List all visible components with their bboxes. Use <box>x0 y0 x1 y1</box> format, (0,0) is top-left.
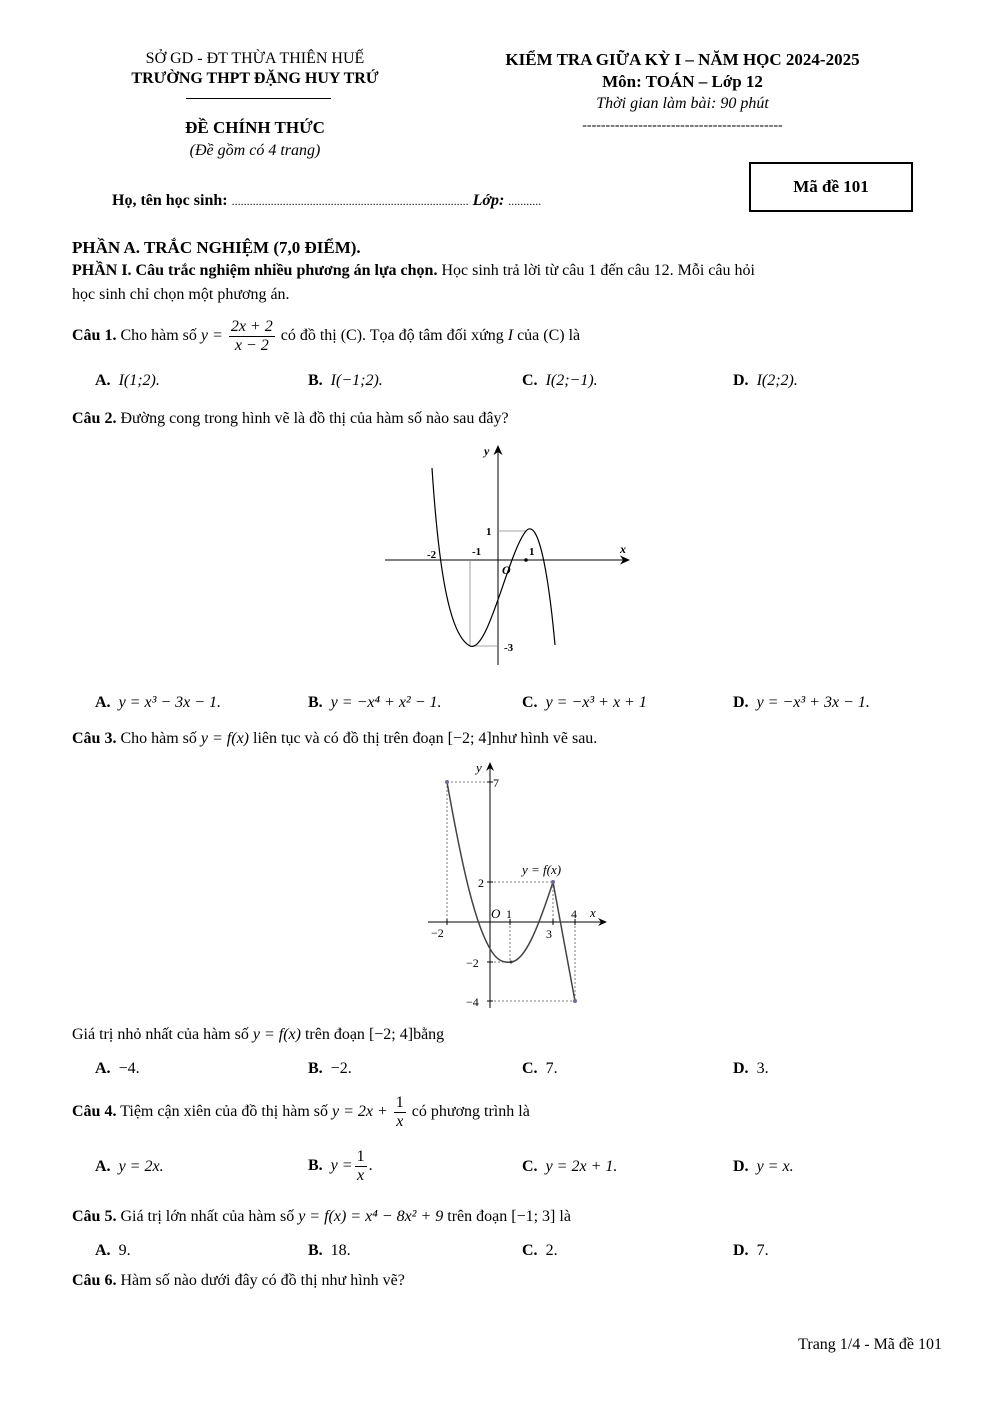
question-4 <box>72 1092 530 1132</box>
q4-option-d[interactable]: D. y = x. <box>733 1158 794 1175</box>
student-class-dots: ........... <box>508 194 542 208</box>
question-1-numerator: 2x + 2 <box>230 317 273 335</box>
q3-option-b[interactable]: B. −2. <box>308 1060 352 1077</box>
q2-tick-m1: -1 <box>472 546 482 558</box>
q5-option-b[interactable]: B. 18. <box>308 1242 351 1259</box>
q3-tick-m4: −4 <box>466 995 479 1009</box>
official-label: ĐỀ CHÍNH THỨC <box>185 118 325 137</box>
question-1-post: có đồ thị (C). Tọa độ tâm đối xứng <box>280 327 504 344</box>
question-3-pre: Cho hàm số <box>120 730 197 747</box>
question-3-prompt-interval: [−2; 4] <box>368 1026 414 1043</box>
q3-tick-7: 7 <box>493 776 499 790</box>
question-3-prompt-func: y = f(x) <box>252 1026 301 1043</box>
school-name: TRƯỜNG THPT ĐẶNG HUY TRỨ <box>131 70 379 87</box>
question-5 <box>72 1208 571 1226</box>
question-3 <box>72 730 597 748</box>
q3-y-label: y <box>476 760 482 775</box>
q3-tick-3: 3 <box>546 927 552 941</box>
student-name-row <box>112 192 541 210</box>
question-1-fraction <box>229 318 275 355</box>
q5-option-d[interactable]: D. 7. <box>733 1242 769 1259</box>
q2-tick-1y: 1 <box>486 526 492 538</box>
header-underline <box>186 98 331 99</box>
q3-tick-m2y: −2 <box>466 956 479 970</box>
q2-y-label: y <box>484 444 490 458</box>
question-1-label: Câu 1. <box>72 327 117 344</box>
q2-tick-m2: -2 <box>427 549 437 561</box>
question-5-func: y = f(x) = x⁴ − 8x² + 9 <box>298 1208 444 1225</box>
question-3-post: như hình vẽ sau. <box>491 730 598 747</box>
question-5-interval: [−1; 3] <box>511 1208 556 1225</box>
q4-option-b-fraction: $\frac{1}{x}$ <box>356 1147 365 1184</box>
student-class-label: Lớp: <box>472 192 505 209</box>
q5-option-a[interactable]: A. 9. <box>95 1242 131 1259</box>
question-1-y: y = <box>200 327 223 344</box>
q3-option-d[interactable]: D. 3. <box>733 1060 769 1077</box>
part-a-title: PHẦN A. TRẮC NGHIỆM (7,0 ĐIỂM). <box>72 238 361 257</box>
question-5-pre: Giá trị lớn nhất của hàm số <box>120 1208 295 1225</box>
question-3-prompt <box>72 1026 444 1044</box>
exam-title: KIỂM TRA GIỮA KỲ I – NĂM HỌC 2024-2025 <box>505 50 860 69</box>
question-3-prompt-pre: Giá trị nhỏ nhất của hàm số <box>72 1026 249 1043</box>
question-3-prompt-mid: trên đoạn <box>304 1026 365 1043</box>
student-name-label: Họ, tên học sinh: <box>112 192 228 209</box>
q2-option-a[interactable]: A. y = x³ − 3x − 1. <box>95 694 222 711</box>
q2-curve <box>432 468 555 646</box>
q3-graph <box>420 756 620 1016</box>
school-department: SỞ GD - ĐT THỪA THIÊN HUẾ <box>145 50 365 67</box>
question-6-text: Hàm số nào dưới đây có đồ thị như hình vẽ? <box>120 1272 405 1289</box>
q2-tick-point <box>524 558 528 562</box>
question-1-post2: của (C) là <box>517 327 581 344</box>
q2-option-c[interactable]: C. y = −x³ + x + 1 <box>522 694 647 711</box>
question-4-y: y = 2x + <box>332 1103 388 1120</box>
q1-option-d[interactable]: D. I(2;2). <box>733 372 798 389</box>
question-2 <box>72 410 509 428</box>
question-4-numerator: 1 <box>395 1093 404 1111</box>
q3-point-start <box>445 780 449 784</box>
question-4-label: Câu 4. <box>72 1103 117 1120</box>
header-dashes: ------------------------------------------- <box>582 118 783 133</box>
part1-intro <box>72 262 952 280</box>
question-3-func: y = f(x) <box>200 730 250 747</box>
q2-origin-label: O <box>502 563 511 577</box>
q5-option-c[interactable]: C. 2. <box>522 1242 558 1259</box>
q3-option-c[interactable]: C. 7. <box>522 1060 558 1077</box>
question-5-mid: trên đoạn <box>447 1208 508 1225</box>
q2-tick-1x: 1 <box>529 546 535 558</box>
question-1 <box>72 316 580 356</box>
question-2-text: Đường cong trong hình vẽ là đồ thị của hàm số nào sau đây? <box>120 410 509 427</box>
q3-option-a[interactable]: A. −4. <box>95 1060 140 1077</box>
q1-option-b[interactable]: B. I(−1;2). <box>308 372 383 389</box>
question-2-label: Câu 2. <box>72 410 117 427</box>
question-3-label: Câu 3. <box>72 730 117 747</box>
question-6 <box>72 1272 405 1290</box>
q3-point-peak <box>551 880 555 884</box>
pages-note: (Đề gồm có 4 trang) <box>189 142 321 159</box>
question-3-prompt-post: bằng <box>413 1026 445 1043</box>
student-name-dots: ............................................................................... <box>231 194 469 208</box>
question-5-label: Câu 5. <box>72 1208 117 1225</box>
question-5-post: là <box>559 1208 571 1225</box>
q1-option-c[interactable]: C. I(2;−1). <box>522 372 598 389</box>
q4-option-b[interactable]: B. y = $\frac{1}{x}$ . <box>308 1147 373 1184</box>
q4-option-c[interactable]: C. y = 2x + 1. <box>522 1158 618 1175</box>
question-1-I: I <box>507 327 514 344</box>
q2-x-label: x <box>620 542 626 556</box>
page-footer: Trang 1/4 - Mã đề 101 <box>798 1336 942 1353</box>
question-4-fraction <box>394 1094 406 1131</box>
q2-option-b[interactable]: B. y = −x⁴ + x² − 1. <box>308 694 442 711</box>
q3-point-min <box>510 961 513 964</box>
part1-text: Học sinh trả lời từ câu 1 đến câu 12. Mỗi câu hỏi <box>437 262 755 279</box>
exam-time: Thời gian làm bài: 90 phút <box>596 95 769 112</box>
q2-graph <box>380 440 640 670</box>
q3-tick-m2x: −2 <box>431 926 444 940</box>
exam-subject: Môn: TOÁN – Lớp 12 <box>602 72 763 91</box>
question-3-interval: [−2; 4] <box>447 730 492 747</box>
q2-option-d[interactable]: D. y = −x³ + 3x − 1. <box>733 694 870 711</box>
q2-tick-m3: -3 <box>504 642 514 654</box>
q3-origin-label: O <box>491 906 501 921</box>
question-1-pre: Cho hàm số <box>120 327 197 344</box>
q1-option-a[interactable]: A. I(1;2). <box>95 372 160 389</box>
q3-tick-1: 1 <box>506 907 512 921</box>
question-4-denominator: x <box>396 1112 404 1130</box>
part1-text-line2: học sinh chỉ chọn một phương án. <box>72 286 290 303</box>
question-4-pre: Tiệm cận xiên của đồ thị hàm số <box>120 1103 328 1120</box>
exam-code-box: Mã đề 101 <box>749 162 913 212</box>
question-6-label: Câu 6. <box>72 1272 117 1289</box>
q3-x-label: x <box>590 905 596 920</box>
q3-tick-4: 4 <box>571 907 577 921</box>
q4-option-a[interactable]: A. y = 2x. <box>95 1158 164 1175</box>
question-1-denominator: x − 2 <box>234 336 269 354</box>
q3-tick-2: 2 <box>478 876 484 890</box>
q3-point-end <box>573 999 577 1003</box>
part1-title: PHẦN I. Câu trắc nghiệm nhiều phương án lựa chọn. <box>72 262 438 279</box>
question-3-mid: liên tục và có đồ thị trên đoạn <box>253 730 444 747</box>
q3-curve-label: y = f(x) <box>522 862 562 877</box>
question-4-post: có phương trình là <box>411 1103 530 1120</box>
